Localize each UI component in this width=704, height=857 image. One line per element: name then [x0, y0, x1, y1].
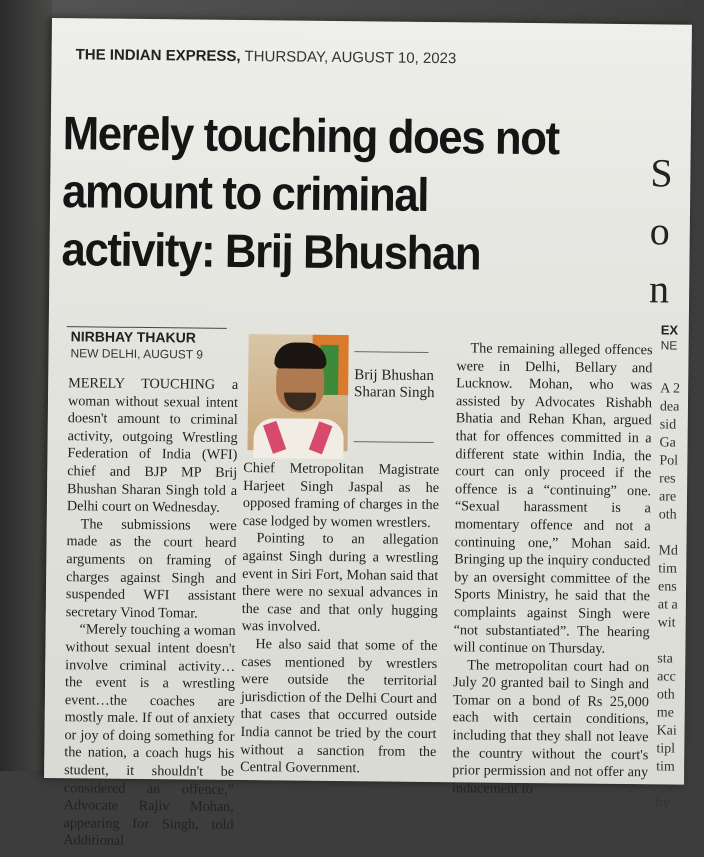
adjacent-byline: EX — [660, 322, 679, 338]
adjacent-line: at a — [657, 597, 678, 613]
publication-name: THE INDIAN EXPRESS, — [75, 46, 241, 65]
adjacent-line: Kai — [656, 723, 677, 739]
adjacent-line: ens — [657, 579, 677, 595]
adjacent-line: sta — [657, 651, 673, 667]
adjacent-line: Pol — [659, 453, 679, 469]
paragraph: Chief Metropolitan Magistrate Harjeet Singh Jaspal as he opposed framing of charges in the case lodged by women wrestlers. — [242, 460, 440, 531]
paragraph: “Merely touching a woman without sexual intent doesn't involve criminal activity…the event is a wrestling event…the coaches are mostly male. If out of anxiety or joy of doing something for the nation, a coach hugs his student, it shouldn't be considered an offence,” Advocate Rajiv Mohan, appearing for Singh, told Additional — [63, 621, 236, 850]
paragraph: The submissions were made as the court heard arguments on framing of charges against Singh and suspended WFI assistant secretary Vinod Tomar. — [65, 516, 237, 622]
adjacent-line: A 2 — [660, 381, 681, 397]
adjacent-line — [656, 776, 696, 794]
adjacent-line: Ga — [659, 435, 676, 451]
publication-date: THURSDAY, AUGUST 10, 2023 — [244, 48, 457, 68]
dateline — [76, 46, 457, 67]
adjacent-place: NE — [660, 338, 678, 353]
portrait-photo — [247, 334, 348, 451]
adjacent-line: tim — [658, 561, 678, 577]
caption-rule — [355, 351, 429, 353]
paragraph: He also said that some of the cases mentioned by wrestlers were outside the territorial jurisdiction of the Delhi Court and that cases that occurred outside India cannot be tried by the court without a sanction from the Central Government. — [240, 636, 438, 777]
newspaper-clipping — [44, 18, 692, 850]
letter: o — [649, 208, 671, 254]
adjacent-line — [657, 632, 697, 650]
letter: n — [648, 266, 670, 312]
adjacent-line: wit — [657, 615, 676, 631]
adjacent-line: oth — [658, 507, 677, 523]
article-column-2 — [240, 460, 439, 779]
adjacent-line: are — [658, 489, 677, 505]
letter: S — [650, 150, 673, 196]
adjacent-line: dea — [659, 399, 680, 415]
adjacent-line — [659, 524, 699, 542]
headline: Merely touching does not amount to criminal activity: Brij Bhushan — [61, 106, 559, 280]
adjacent-headline-fragment — [649, 144, 691, 318]
photo-caption: Brij Bhushan Sharan Singh — [354, 367, 435, 402]
dateline-place: NEW DELHI, AUGUST 9 — [70, 346, 204, 362]
article-column-3 — [452, 340, 653, 799]
adjacent-line: res — [659, 471, 676, 487]
caption-rule — [354, 441, 434, 443]
adjacent-line: tim — [656, 759, 675, 775]
paragraph: The metropolitan court had on July 20 granted bail to Singh and Tomar on a bond of Rs 25,000 each with certain conditions, including that they shall not leave the country without the court's prior permission and not offer any inducement to — [451, 657, 650, 797]
adjacent-line: sid — [659, 417, 677, 433]
adjacent-line: oth — [656, 687, 675, 703]
tablet-bezel — [0, 0, 52, 771]
adjacent-column-fragment — [656, 380, 701, 812]
paragraph: The remaining alleged offences were in Delhi, Bellary and Lucknow. Mohan, who was assisted by Advocates Rishabh Bhatia and Rehan Khan, argued that for offences committed in a different state within India, the court can only proceed if the offence is a “continuing” one. “Sexual harassment is a momentary offence and not a continuing one,” Mohan said. Bringing up the inquiry conducted by an oversight committee of the Sports Ministry, he said that the complaints against Singh were “not substantiated”. The hearing will continue on Thursday. — [453, 340, 653, 657]
article-column-1 — [63, 375, 238, 852]
author-name: NIRBHAY THAKUR — [70, 328, 196, 346]
paragraph: Pointing to an allegation against Singh during a wrestling event in Siri Fort, Mohan said that there were no sexual advances in the case and that only hugging was involved. — [241, 530, 439, 636]
adjacent-line: me — [656, 705, 674, 721]
adjacent-line: acc — [657, 669, 676, 685]
paragraph: MERELY TOUCHING a woman without sexual intent doesn't amount to criminal activity, outgoing Wrestling Federation of India (WFI) chief and BJP MP Brij Bhushan Sharan Singh told a Delhi court on Wednesday. — [66, 375, 239, 516]
adjacent-line: Md — [658, 543, 678, 559]
adjacent-line: tipl — [656, 741, 676, 757]
adjacent-line: by — [655, 795, 670, 811]
